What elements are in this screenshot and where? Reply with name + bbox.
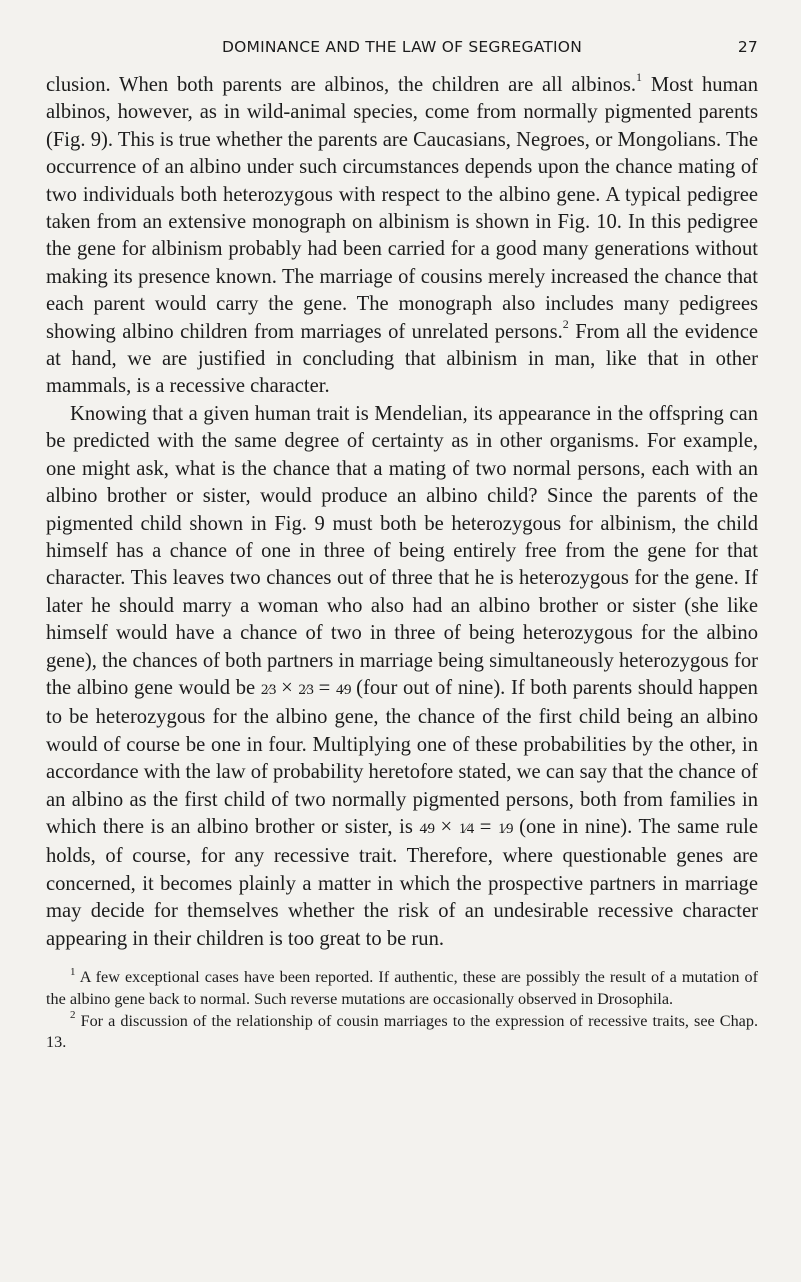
- fraction-two-thirds: 2⁄3: [298, 681, 313, 698]
- paragraph-1: [46, 72, 758, 401]
- footnote-2: [46, 1011, 758, 1055]
- running-head: [46, 38, 758, 62]
- paragraph-1-text-a: clusion. When both parents are albinos, the children are all albinos.: [46, 74, 637, 96]
- paragraph-1-text-c: From all the evidence at hand, we are justified in concluding that albinism in man, like that in other mammals, is a recessive character.: [46, 320, 758, 398]
- footnote-ref-1: 1: [636, 70, 643, 85]
- footnote-1: [46, 967, 758, 1011]
- paragraph-2-text-c: (one in nine). The same rule holds, of course, for any recessive trait. Therefore, where questionable genes are concerned, it becomes plainly a matter in which the prospective partners in marriage may decide for themselves whether the risk of an undesirable recessive character appearing in their children is too great to be run.: [46, 815, 758, 950]
- fraction-four-ninths: 4⁄9: [335, 681, 351, 698]
- page-number: 27: [737, 38, 758, 56]
- paragraph-2: [46, 401, 758, 953]
- paragraph-2-text-b: (four out of nine). If both parents should happen to be heterozygous for the albino gene, the chance of the first child being an albino would of course be one in four. Multiplying one of these probabilities by the other, in accordance with the law of probability heretofore stated, we can say that the chance of an albino as the first child of two normally pigmented persons, both from families in which there is an albino brother or sister, is: [46, 676, 758, 838]
- times-sign: ×: [433, 815, 459, 838]
- body-text: [46, 72, 758, 953]
- fraction-one-ninth: 1⁄9: [498, 820, 513, 837]
- chapter-title: DOMINANCE AND THE LAW OF SEGREGATION: [221, 38, 582, 56]
- paragraph-1-text-b: Most human albinos, however, as in wild-animal species, come from normally pigmented parents (Fig. 9). This is true whether the parents are Caucasians, Negroes, or Mongolians. The occurrence of an albino under such circumstances depends upon the chance mating of two individuals both heterozygous with respect to the albino gene. A typical pedigree taken from an extensive monograph on albinism is shown in Fig. 10. In this pedigree the gene for albinism probably had been carried for a good many generations without making its presence known. The marriage of cousins merely increased the chance that each parent would carry the gene. The monograph also includes many pedigrees showing albino children from marriages of unrelated persons.: [46, 74, 758, 343]
- fraction-two-thirds: 2⁄3: [260, 681, 276, 698]
- fraction-four-ninths: 4⁄9: [419, 820, 434, 837]
- equals-sign: =: [312, 676, 336, 699]
- paragraph-2-text-a: Knowing that a given human trait is Mendelian, its appearance in the offspring can be predicted with the same degree of certainty as in other organisms. For example, one might ask, what is the chance that a mating of two normal persons, each with an albino brother or sister, would produce an albino child? Since the parents of the pigmented child shown in Fig. 9 must both be heterozygous for albinism, the child himself has a chance of one in three of being entirely free from the gene for that character. This leaves two chances out of three that he is heterozygous for the gene. If later he should marry a woman who also had an albino brother or sister (she like himself would have a chance of two in three of being heterozygous for the albino gene), the chances of both partners in marriage being simultaneously heterozygous for the albino gene would be: [46, 402, 758, 699]
- footnote-text: For a discussion of the relationship of cousin marriages to the expression of recessive traits, see Chap. 13.: [46, 1011, 758, 1052]
- footnote-marker: 1: [70, 965, 76, 978]
- footnotes: [46, 967, 758, 1054]
- equals-sign: =: [473, 815, 498, 838]
- footnote-text: A few exceptional cases have been reported. If authentic, these are possibly the result of a mutation of the albino gene back to normal. Such reverse mutations are occasionally observed in Drosophila.: [46, 968, 758, 1008]
- footnote-ref-2: 2: [562, 316, 569, 331]
- fraction-one-quarter: 1⁄4: [458, 820, 474, 837]
- times-sign: ×: [275, 676, 299, 699]
- footnote-marker: 2: [70, 1009, 76, 1022]
- book-page: [46, 38, 758, 1054]
